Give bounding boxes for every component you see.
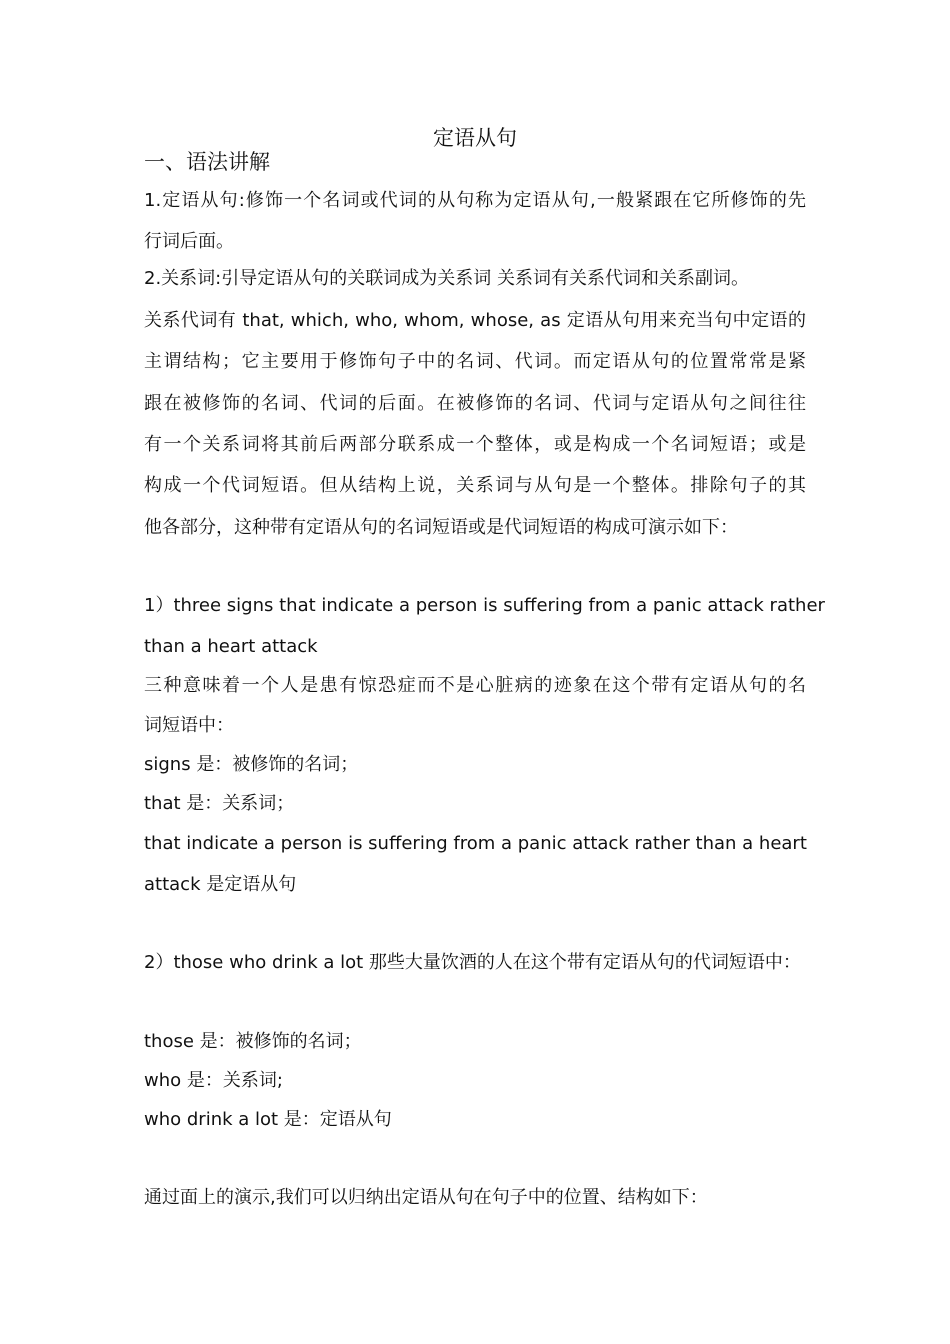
text-line: 2.关系词:引导定语从句的关联词成为关系词 关系词有关系代词和关系副词。 <box>144 268 749 289</box>
text-line: 跟在被修饰的名词、代词的后面。在被修饰的名词、代词与定语从句之间往往 <box>144 393 806 414</box>
example-line: 1）three signs that indicate a person is suffering from a panic attack rather <box>144 595 825 616</box>
text-line: that indicate a person is suffering from a panic attack rather than a heart <box>144 833 807 854</box>
example-line: than a heart attack <box>144 636 318 657</box>
text-line: 行词后面。 <box>144 231 234 252</box>
example-line: 2）those who drink a lot 那些大量饮酒的人在这个带有定语从句的代词短语中： <box>144 952 801 973</box>
text-line: who 是：关系词; <box>144 1070 283 1091</box>
text-line: 1.定语从句:修饰一个名词或代词的从句称为定语从句,一般紧跟在它所修饰的先 <box>144 190 806 211</box>
text-line: 通过面上的演示,我们可以归纳出定语从句在句子中的位置、结构如下： <box>144 1187 708 1208</box>
text-line: who drink a lot 是：定语从句 <box>144 1109 392 1130</box>
text-line: 有一个关系词将其前后两部分联系成一个整体，或是构成一个名词短语；或是 <box>144 434 806 455</box>
text-line: 主谓结构；它主要用于修饰句子中的名词、代词。而定语从句的位置常常是紧 <box>144 351 806 372</box>
text-line: 构成一个代词短语。但从结构上说，关系词与从句是一个整体。排除句子的其 <box>144 475 806 496</box>
text-line: signs 是：被修饰的名词； <box>144 754 359 775</box>
text-line: that 是：关系词； <box>144 793 295 814</box>
section-heading: 一、语法讲解 <box>144 150 270 174</box>
text-line: attack 是定语从句 <box>144 874 297 895</box>
text-line: 他各部分，这种带有定语从句的名词短语或是代词短语的构成可演示如下： <box>144 517 738 538</box>
text-line: 三种意味着一个人是患有惊恐症而不是心脏病的迹象在这个带有定语从句的名 <box>144 675 806 696</box>
text-line: those 是：被修饰的名词； <box>144 1031 362 1052</box>
document-title: 定语从句 <box>433 126 517 150</box>
text-line: 词短语中： <box>144 715 234 736</box>
text-line: 关系代词有 that, which, who, whom, whose, as 定语从句用来充当句中定语的 <box>144 310 806 331</box>
